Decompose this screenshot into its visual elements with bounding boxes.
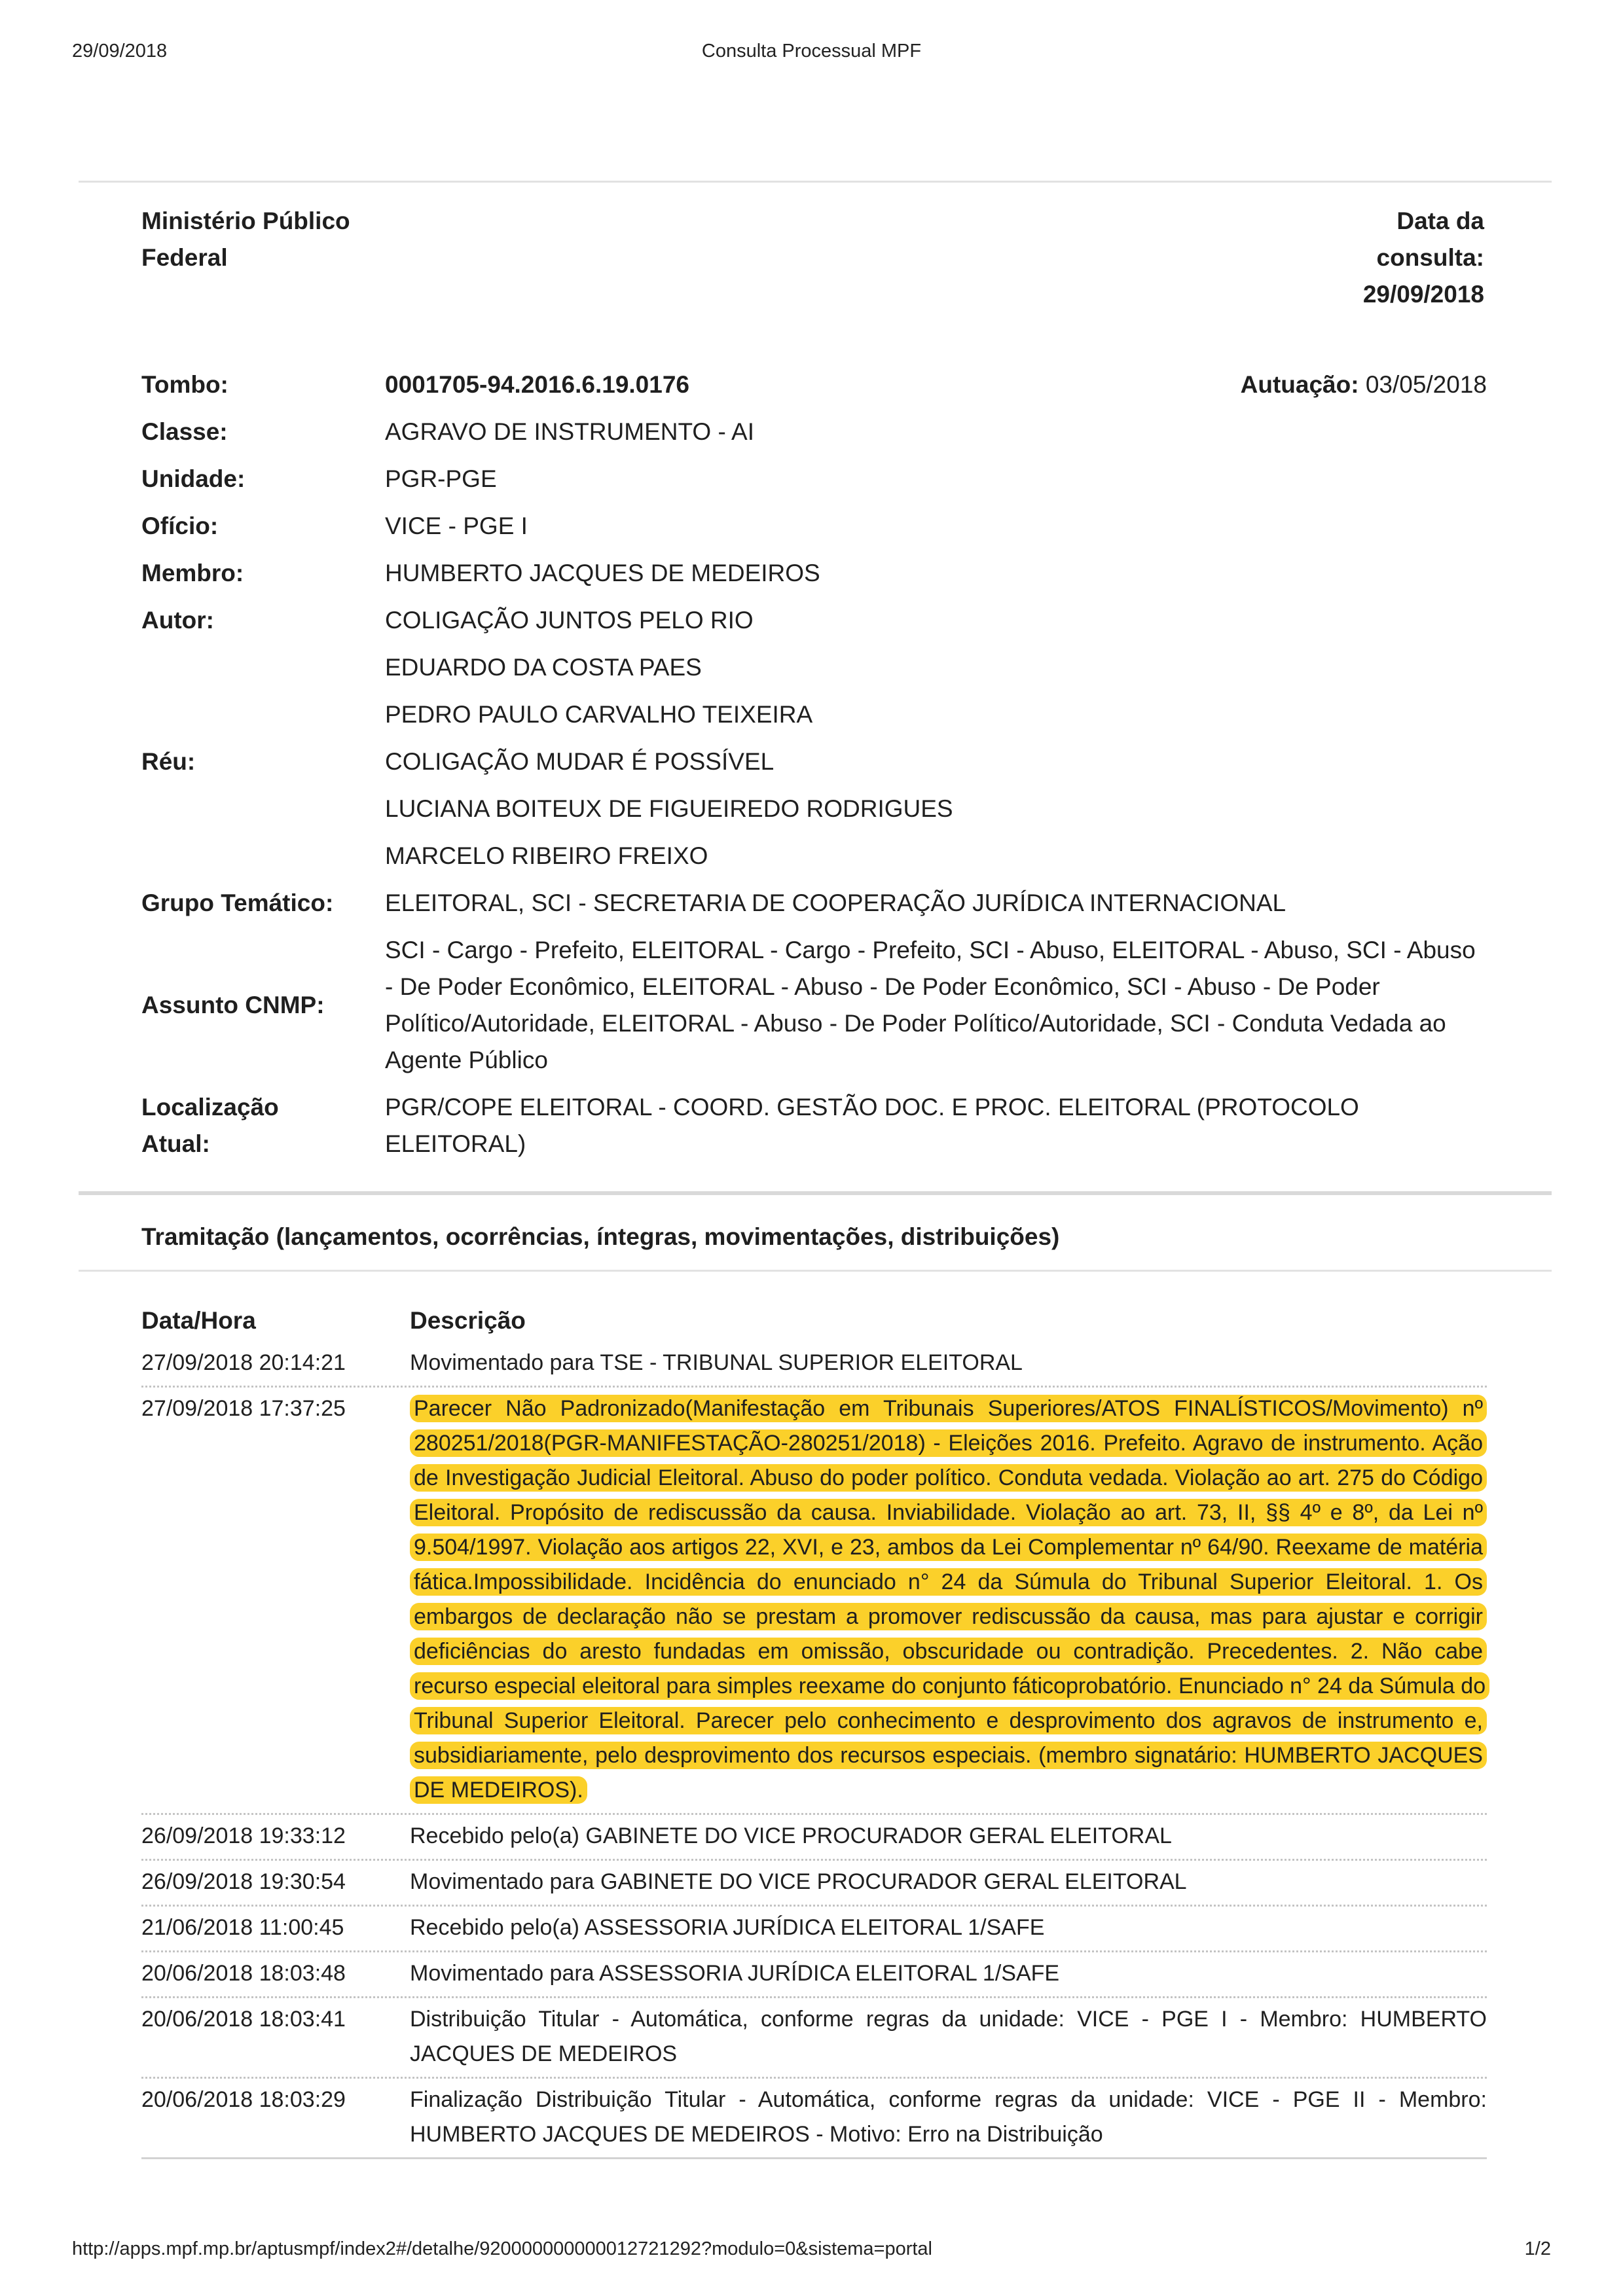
table-row [141, 1998, 1487, 2079]
localizacao-label-2: Atual: [141, 1130, 210, 1157]
row-desc: Movimentado para ASSESSORIA JURÍDICA ELEITORAL 1/SAFE [410, 1961, 1060, 1986]
tombo-label: Tombo: [141, 371, 228, 398]
row-desc: Movimentado para TSE - TRIBUNAL SUPERIOR ELEITORAL [410, 1350, 1023, 1375]
assunto-value: SCI - Cargo - Prefeito, ELEITORAL - Cargo - Prefeito, SCI - Abuso, ELEITORAL - Abuso, SCI - Abuso - De Poder Econômico, ELEITORAL - Abuso - De Poder Econômico, SCI - Abuso - De Poder Político/Autoridade, ELEITORAL - Abuso - De Poder Político/Autoridade, SCI - Conduta Vedada ao Agente Público [385, 937, 1476, 1073]
row-desc: Distribuição Titular - Automática, conforme regras da unidade: VICE - PGE I - Membro: HUMBERTO JACQUES DE MEDEIROS [410, 2007, 1487, 2066]
row-desc: Recebido pelo(a) GABINETE DO VICE PROCURADOR GERAL ELEITORAL [410, 1823, 1172, 1848]
reu-item: COLIGAÇÃO MUDAR É POSSÍVEL [385, 748, 775, 775]
process-details [141, 367, 1487, 1173]
reu-item: MARCELO RIBEIRO FREIXO [385, 842, 708, 869]
tramitacao-title: Tramitação (lançamentos, ocorrências, íntegras, movimentações, distribuições) [141, 1223, 1060, 1250]
row-date: 20/06/2018 18:03:29 [141, 2087, 346, 2112]
organization-name [141, 203, 416, 276]
unidade-value: PGR-PGE [385, 465, 497, 492]
row-desc: Recebido pelo(a) ASSESSORIA JURÍDICA ELEITORAL 1/SAFE [410, 1915, 1045, 1940]
row-date: 20/06/2018 18:03:41 [141, 2007, 346, 2032]
col-desc-header: Descrição [410, 1307, 526, 1334]
tramitacao-table [141, 1302, 1487, 2159]
field-reu [141, 744, 1487, 874]
autor-item: COLIGAÇÃO JUNTOS PELO RIO [385, 607, 754, 634]
org-line-1: Ministério Público [141, 207, 350, 234]
table-row [141, 1388, 1487, 1815]
print-date: 29/09/2018 [72, 41, 168, 62]
field-assunto [141, 932, 1487, 1079]
row-date: 26/09/2018 19:30:54 [141, 1869, 346, 1894]
oficio-value: VICE - PGE I [385, 512, 528, 539]
field-unidade [141, 461, 1487, 497]
row-date: 27/09/2018 17:37:25 [141, 1396, 346, 1421]
row-desc: Movimentado para GABINETE DO VICE PROCURADOR GERAL ELEITORAL [410, 1869, 1187, 1894]
field-autor [141, 602, 1487, 733]
autuacao-value: 03/05/2018 [1365, 371, 1487, 398]
autor-label: Autor: [141, 607, 214, 634]
row-date: 21/06/2018 11:00:45 [141, 1915, 344, 1940]
field-classe [141, 414, 1487, 450]
top-divider [79, 181, 1552, 183]
autor-item: PEDRO PAULO CARVALHO TEIXEIRA [385, 701, 813, 728]
membro-value: HUMBERTO JACQUES DE MEDEIROS [385, 560, 820, 586]
table-row [141, 1342, 1487, 1388]
print-footer [72, 2238, 1551, 2265]
consult-label-2: consulta: [1376, 244, 1484, 271]
oficio-label: Ofício: [141, 512, 219, 539]
consult-date-value: 29/09/2018 [1362, 281, 1484, 308]
col-date-header: Data/Hora [141, 1307, 256, 1334]
print-header [72, 41, 1551, 67]
print-title: Consulta Processual MPF [701, 41, 922, 62]
reu-list [385, 744, 1487, 874]
grupo-label: Grupo Temático: [141, 889, 334, 916]
classe-value: AGRAVO DE INSTRUMENTO - AI [385, 418, 754, 445]
field-oficio [141, 508, 1487, 545]
highlight-mark: Parecer Não Padronizado(Manifestação em Tribunais Superiores/ATOS FINALÍSTICOS/Movimento) nº 280251/2018(PGR-MANIFESTAÇÃO-280251/2018) - Eleições 2016. Prefeito. Agravo de instrumento. Ação de Investigação Judicial Eleitoral. Abuso do poder político. Conduta vedada. Violação ao art. 275 do Código Eleitoral. Propósito de rediscussão da causa. Inviabilidade. Violação ao art. 73, II, §§ 4º e 8º, da Lei nº 9.504/1997. Violação aos artigos 22, XVI, e 23, ambos da Lei Complementar nº 64/90. Reexame de matéria fática.Impossibilidade. Incidência do enunciado n° 24 da Súmula do Tribunal Superior Eleitoral. 1. Os embargos de declaração não se prestam a promover rediscussão da causa, mas para ajustar e corrigir deficiências do aresto fundadas em omissão, obscuridade ou contradição. Precedentes. 2. Não cabe recurso especial eleitoral para simples reexame do conjunto fáticoprobatório. Enunciado n° 24 da Súmula do Tribunal Superior Eleitoral. Parecer pelo conhecimento e desprovimento dos agravos de instrumento e, subsidiariamente, pelo desprovimento dos recursos especiais. (membro signatário: HUMBERTO JACQUES DE MEDEIROS). [410, 1395, 1489, 1804]
org-line-2: Federal [141, 244, 228, 271]
classe-label: Classe: [141, 418, 228, 445]
field-tombo [141, 367, 1487, 403]
autor-list [385, 602, 1487, 733]
row-desc-highlighted [410, 1391, 1487, 1808]
field-localizacao [141, 1089, 1487, 1162]
consultation-date [1275, 203, 1484, 313]
row-date: 27/09/2018 20:14:21 [141, 1350, 346, 1375]
localizacao-label-1: Localização [141, 1094, 279, 1121]
consult-label-1: Data da [1396, 207, 1484, 234]
table-row [141, 1861, 1487, 1907]
table-row [141, 1907, 1487, 1952]
table-row [141, 1952, 1487, 1998]
membro-label: Membro: [141, 560, 244, 586]
row-date: 20/06/2018 18:03:48 [141, 1961, 346, 1986]
assunto-label: Assunto CNMP: [141, 992, 325, 1018]
reu-label: Réu: [141, 748, 196, 775]
row-date: 26/09/2018 19:33:12 [141, 1823, 346, 1848]
table-header [141, 1302, 1487, 1342]
localizacao-value: PGR/COPE ELEITORAL - COORD. GESTÃO DOC. E PROC. ELEITORAL (PROTOCOLO ELEITORAL) [385, 1094, 1359, 1157]
table-row [141, 1815, 1487, 1861]
unidade-label: Unidade: [141, 465, 246, 492]
grupo-value: ELEITORAL, SCI - SECRETARIA DE COOPERAÇÃO JURÍDICA INTERNACIONAL [385, 889, 1286, 916]
tombo-value: 0001705-94.2016.6.19.0176 [385, 371, 689, 398]
autuacao-label: Autuação: [1240, 371, 1359, 398]
section-divider-top [79, 1191, 1552, 1195]
section-divider-bottom [79, 1270, 1552, 1272]
field-membro [141, 555, 1487, 592]
page-url: http://apps.mpf.mp.br/aptusmpf/index2#/detalhe/920000000000012721292?modulo=0&sistema=portal [72, 2238, 932, 2259]
reu-item: LUCIANA BOITEUX DE FIGUEIREDO RODRIGUES [385, 795, 953, 822]
autor-item: EDUARDO DA COSTA PAES [385, 654, 702, 681]
page-number: 1/2 [1524, 2238, 1551, 2259]
localizacao-label [141, 1089, 385, 1162]
field-grupo-tematico [141, 885, 1487, 922]
row-desc: Finalização Distribuição Titular - Automática, conforme regras da unidade: VICE - PGE II - Membro: HUMBERTO JACQUES DE MEDEIROS - Motivo: Erro na Distribuição [410, 2087, 1487, 2147]
autuacao [1241, 367, 1487, 403]
table-row [141, 2079, 1487, 2159]
